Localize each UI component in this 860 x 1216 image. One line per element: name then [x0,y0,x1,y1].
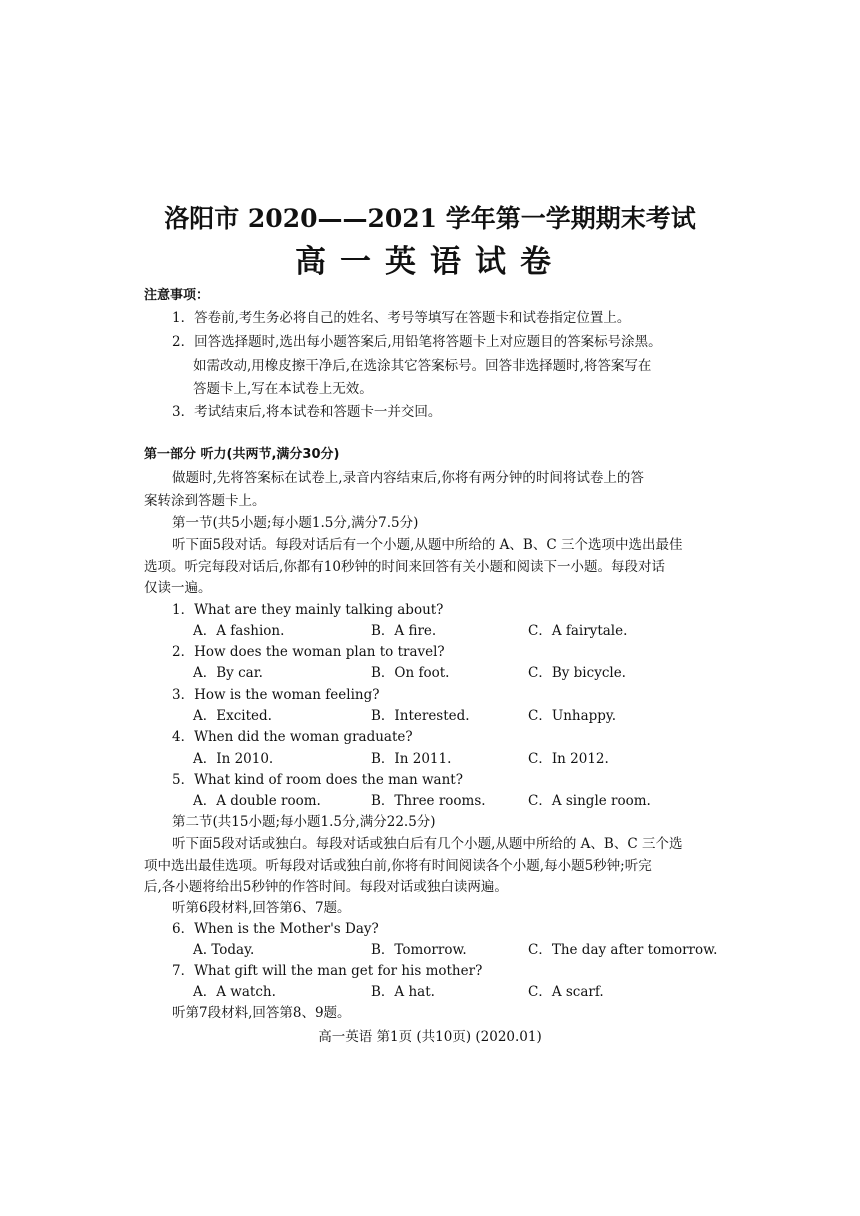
question-5: 5．What kind of room does the man want? [172,772,463,788]
exam-title: 洛阳市 2020——2021 学年第一学期期末考试 [164,204,696,233]
question-4-option-a: A．In 2010. [193,751,274,767]
part1-intro-1: 做题时,先将答案标在试卷上,录音内容结束后,你将有两分钟的时间将试卷上的答 [172,470,644,486]
question-3: 3．How is the woman feeling? [172,687,380,703]
question-6-option-c: C．The day after tomorrow. [528,942,718,958]
question-7: 7．What gift will the man get for his mother? [172,963,483,979]
question-5-option-b: B．Three rooms. [371,793,486,809]
section1-title: 第一节(共5小题;每小题1.5分,满分7.5分) [172,515,419,531]
section1-text-3: 仅读一遍。 [144,580,212,596]
material-7-instruction: 听第7段材料,回答第8、9题。 [172,1005,351,1021]
section1-text-1: 听下面5段对话。每段对话后有一个小题,从题中所给的 A、B、C 三个选项中选出最佳 [172,537,683,553]
section2-text-1: 听下面5段对话或独白。每段对话或独白后有几个小题,从题中所给的 A、B、C 三个选 [172,836,683,852]
question-2: 2．How does the woman plan to travel? [172,644,445,660]
exam-subtitle: 高一英语试卷 [295,244,565,280]
question-5-option-c: C．A single room. [528,793,651,809]
question-6-option-a: A. Today. [193,942,255,958]
section2-title: 第二节(共15小题;每小题1.5分,满分22.5分) [172,814,436,830]
question-3-option-b: B．Interested. [371,708,470,724]
question-3-option-c: C．Unhappy. [528,708,617,724]
page-footer: 高一英语 第1页 (共10页) (2020.01) [318,1029,542,1045]
section1-text-2: 选项。听完每段对话后,你都有10秒钟的时间来回答有关小题和阅读下一小题。每段对话 [144,559,665,575]
notice-item-3: 3．考试结束后,将本试卷和答题卡一并交回。 [172,404,442,420]
notice-item-1: 1．答卷前,考生务必将自己的姓名、考号等填写在答题卡和试卷指定位置上。 [172,310,631,326]
question-4-option-c: C．In 2012. [528,751,609,767]
question-1-option-a: A．A fashion. [193,623,285,639]
question-2-option-a: A．By car. [193,665,263,681]
question-7-option-a: A．A watch. [193,984,276,1000]
question-1: 1．What are they mainly talking about? [172,602,444,618]
notice-heading: 注意事项： [144,288,210,303]
question-7-option-b: B．A hat. [371,984,435,1000]
question-7-option-c: C．A scarf. [528,984,604,1000]
part1-intro-2: 案转涂到答题卡上。 [144,493,266,509]
notice-item-2-cont2: 答题卡上,写在本试卷上无效。 [193,381,373,397]
part1-heading: 第一部分 听力(共两节,满分30分) [144,447,340,462]
question-4-option-b: B．In 2011. [371,751,452,767]
question-6-option-b: B．Tomorrow. [371,942,467,958]
question-6: 6．When is the Mother's Day? [172,921,379,937]
notice-item-2: 2．回答选择题时,选出每小题答案后,用铅笔将答题卡上对应题目的答案标号涂黑。 [172,334,662,350]
section2-text-2: 项中选出最佳选项。听每段对话或独白前,你将有时间阅读各个小题,每小题5秒钟;听完 [144,858,652,874]
section2-text-3: 后,各小题将给出5秒钟的作答时间。每段对话或独白读两遍。 [144,879,508,895]
question-3-option-a: A．Excited. [193,708,272,724]
question-5-option-a: A．A double room. [193,793,321,809]
notice-item-2-cont: 如需改动,用橡皮擦干净后,在选涂其它答案标号。回答非选择题时,将答案写在 [193,358,652,374]
question-1-option-c: C．A fairytale. [528,623,628,639]
material-6-instruction: 听第6段材料,回答第6、7题。 [172,900,351,916]
question-2-option-c: C．By bicycle. [528,665,626,681]
question-4: 4．When did the woman graduate? [172,729,413,745]
question-2-option-b: B．On foot. [371,665,450,681]
question-1-option-b: B．A fire. [371,623,437,639]
